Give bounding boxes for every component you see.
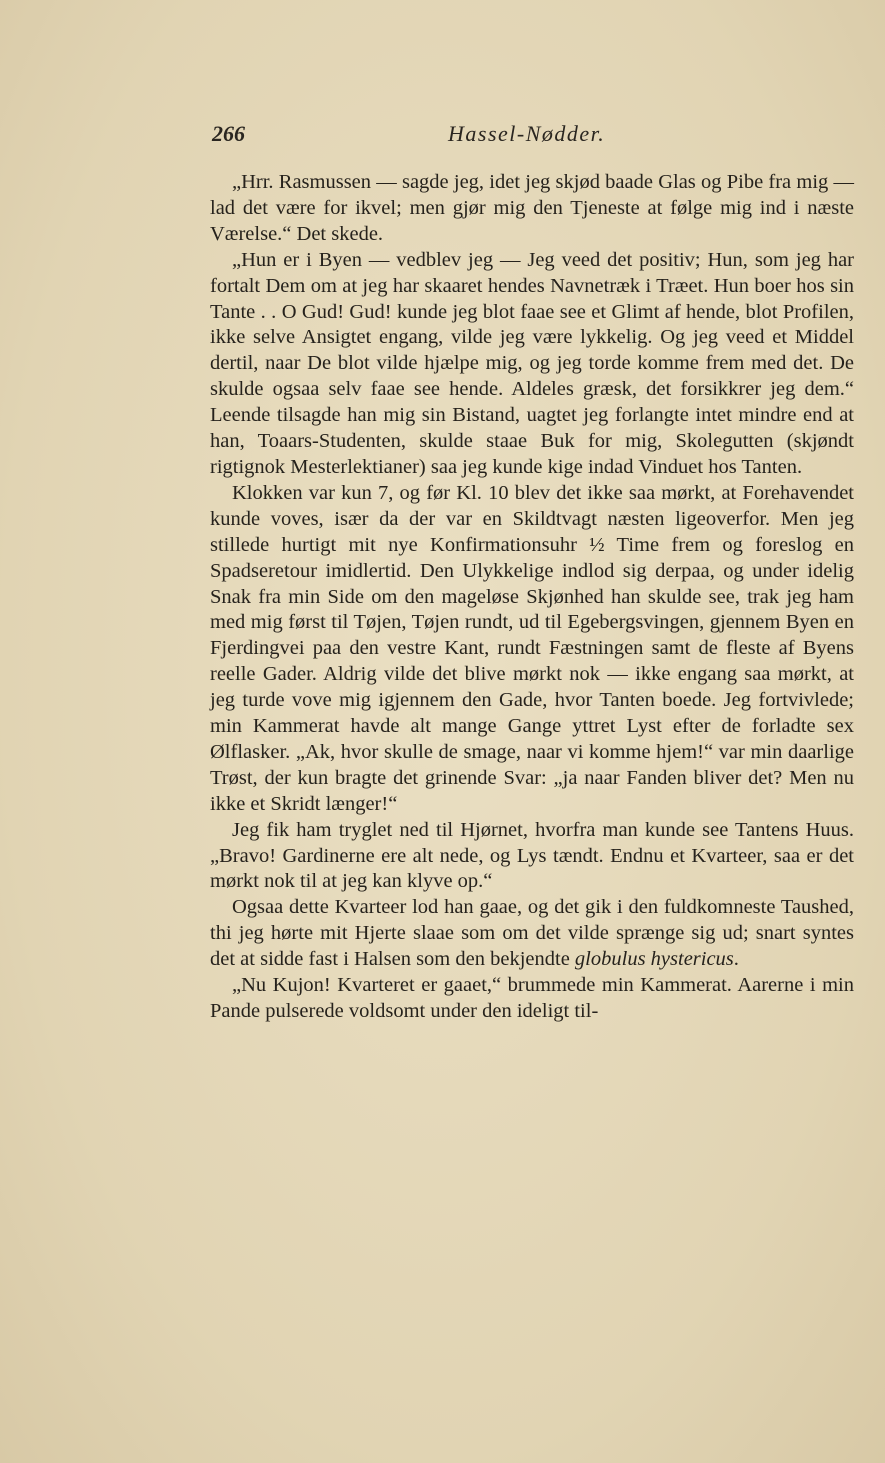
latin-term: globulus hystericus [574,948,734,971]
paragraph-4: Jeg fik ham tryglet ned til Hjørnet, hvorfra man kunde see Tantens Huus. „Bravo! Gardinerne ere alt nede, og Lys tændt. Endnu et Kvarteer, saa er det mørkt nok til at jeg kan klyve op.“ [210,818,854,893]
paragraph-5-text: Ogsaa dette Kvarteer lod han gaae, og det gik i den fuldkomneste Taushed, thi jeg hørte mit Hjerte slaae som om det vilde sprænge sig ud; snart syntes det at sidde fast i Halsen som den bekjendte [210,896,854,971]
body-text [210,170,854,1025]
page-header [212,121,854,153]
paragraph-5 [210,895,854,973]
page-number: 266 [212,121,245,146]
paragraph-2: „Hun er i Byen — vedblev jeg — Jeg veed det positiv; Hun, som jeg har fortalt Dem om at jeg har skaaret hendes Navnetræk i Træet. Hun boer hos sin Tante . . O Gud! Gud! kunde jeg blot faae see et Glimt af hende, blot Profilen, ikke selve Ansigtet engang, vilde jeg være lykkelig. Og jeg veed et Middel dertil, naar De blot vilde hjælpe mig, og jeg torde komme frem med det. De skulde ogsaa selv faae see hende. Aldeles græsk, det forsikkrer jeg dem.“ Leende tilsagde han mig sin Bistand, uagtet jeg forlangte intet mindre end at han, Toaars-Studenten, skulde staae Buk for mig, Skolegutten (skjøndt rigtignok Mesterlektianer) saa jeg kunde kige indad Vinduet hos Tanten. [210,248,854,478]
paragraph-3: Klokken var kun 7, og før Kl. 10 blev det ikke saa mørkt, at Forehavendet kunde voves, især da der var en Skildtvagt næsten ligeoverfor. Men jeg stillede hurtigt mit nye Konfirmationsuhr ½ Time frem og foreslog en Spadseretour imidlertid. Den Ulykkelige indlod sig derpaa, og under idelig Snak fra min Side om den mageløse Skjønhed han skulde see, trak jeg ham med mig først til Tøjen, Tøjen rundt, ud til Egebergsvingen, gjennem Byen en Fjerdingvei paa den vestre Kant, rundt Fæstningen samt de fleste af Byens reelle Gader. Aldrig vilde det blive mørkt nok — ikke engang saa mørkt, at jeg turde vove mig igjennem den Gade, hvor Tanten boede. Jeg fortvivlede; min Kammerat havde alt mange Gange yttret Lyst efter de forladte sex Ølflasker. „Ak, hvor skulle de smage, naar vi komme hjem!“ var min daarlige Trøst, der kun bragte det grinende Svar: „ja naar Fanden bliver det? Men nu ikke et Skridt længer!“ [210,481,854,815]
paragraph-6: „Nu Kujon! Kvarteret er gaaet,“ brummede min Kammerat. Aarerne i min Pande pulserede voldsomt under den ideligt til- [210,974,854,1022]
paragraph-1: „Hrr. Rasmussen — sagde jeg, idet jeg skjød baade Glas og Pibe fra mig — lad det være for ikvel; men gjør mig den Tjeneste at følge mig ind i næste Værelse.“ Det skede. [210,171,854,245]
paragraph-5-end: . [733,948,739,971]
running-title: Hassel-Nødder. [448,121,606,146]
